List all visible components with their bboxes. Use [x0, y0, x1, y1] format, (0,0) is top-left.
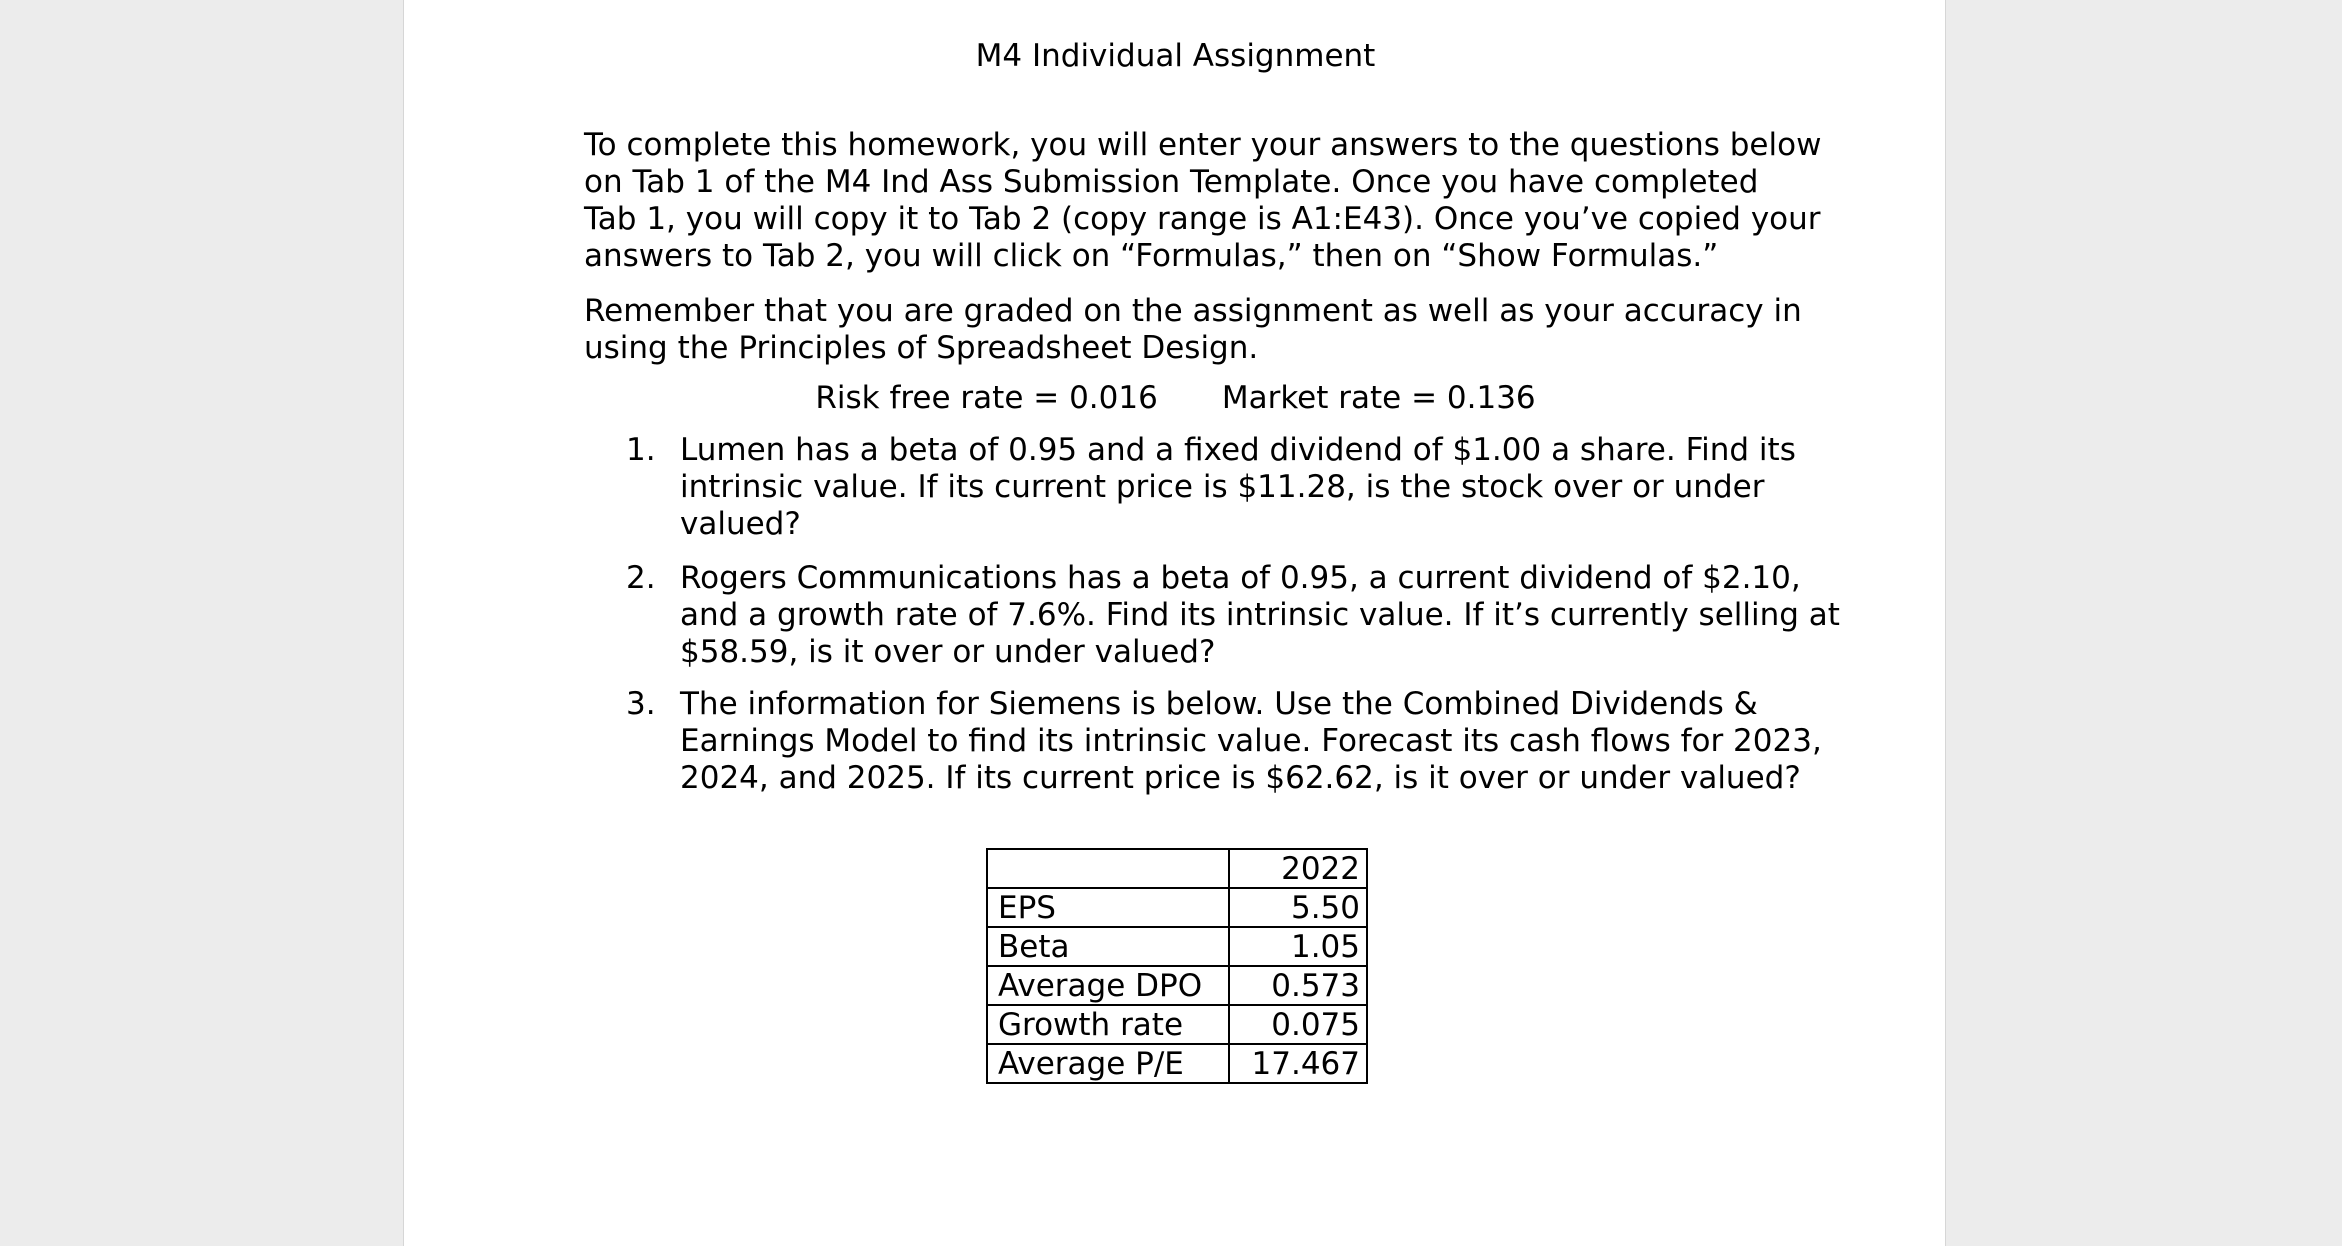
- table-row: [987, 1005, 1367, 1044]
- intro-line: Tab 1, you will copy it to Tab 2 (copy range is A1:E43). Once you’ve copied your: [584, 201, 1821, 237]
- question-line: Lumen has a beta of 0.95 and a fixed dividend of $1.00 a share. Find its: [680, 432, 1796, 468]
- risk-free-rate: Risk free rate = 0.016: [815, 380, 1158, 416]
- table-header-row: [987, 849, 1367, 888]
- document-title: M4 Individual Assignment: [975, 38, 1376, 74]
- intro-line: To complete this homework, you will enter your answers to the questions below: [584, 127, 1822, 163]
- question-text: [680, 686, 1822, 797]
- reminder-line: using the Principles of Spreadsheet Design.: [584, 330, 1259, 366]
- question-line: 2024, and 2025. If its current price is $62.62, is it over or under valued?: [680, 760, 1801, 796]
- table-cell: Average P/E: [987, 1044, 1229, 1083]
- intro-paragraph: [584, 127, 1834, 275]
- document-page: [403, 0, 1946, 1246]
- question-number: 1.: [626, 432, 656, 468]
- table-row: [987, 1044, 1367, 1083]
- rates-line: [404, 380, 1947, 417]
- question-line: $58.59, is it over or under valued?: [680, 634, 1216, 670]
- intro-line: on Tab 1 of the M4 Ind Ass Submission Template. Once you have completed: [584, 164, 1759, 200]
- table-cell: 2022: [1229, 849, 1367, 888]
- table-cell: EPS: [987, 888, 1229, 927]
- table-row: [987, 888, 1367, 927]
- question-text: [680, 432, 1796, 543]
- siemens-data-table: [986, 848, 1368, 1084]
- table-cell: 5.50: [1229, 888, 1367, 927]
- table-cell: 0.075: [1229, 1005, 1367, 1044]
- question-line: Earnings Model to find its intrinsic value. Forecast its cash flows for 2023,: [680, 723, 1822, 759]
- intro-line: answers to Tab 2, you will click on “Formulas,” then on “Show Formulas.”: [584, 238, 1719, 274]
- table-cell: 0.573: [1229, 966, 1367, 1005]
- question-line: valued?: [680, 506, 801, 542]
- table-row: [987, 966, 1367, 1005]
- reminder-line: Remember that you are graded on the assignment as well as your accuracy in: [584, 293, 1802, 329]
- table-cell: Growth rate: [987, 1005, 1229, 1044]
- market-rate: Market rate = 0.136: [1221, 380, 1536, 416]
- question-number: 2.: [626, 560, 656, 596]
- table-cell: [987, 849, 1229, 888]
- question-number: 3.: [626, 686, 656, 722]
- question-line: intrinsic value. If its current price is $11.28, is the stock over or under: [680, 469, 1765, 505]
- reminder-paragraph: [584, 293, 1834, 367]
- question-text: [680, 560, 1840, 671]
- table-cell: 17.467: [1229, 1044, 1367, 1083]
- question-line: The information for Siemens is below. Use the Combined Dividends &: [680, 686, 1758, 722]
- table-cell: Average DPO: [987, 966, 1229, 1005]
- question-line: Rogers Communications has a beta of 0.95, a current dividend of $2.10,: [680, 560, 1801, 596]
- table-cell: 1.05: [1229, 927, 1367, 966]
- table-row: [987, 927, 1367, 966]
- table-cell: Beta: [987, 927, 1229, 966]
- question-line: and a growth rate of 7.6%. Find its intrinsic value. If it’s currently selling at: [680, 597, 1840, 633]
